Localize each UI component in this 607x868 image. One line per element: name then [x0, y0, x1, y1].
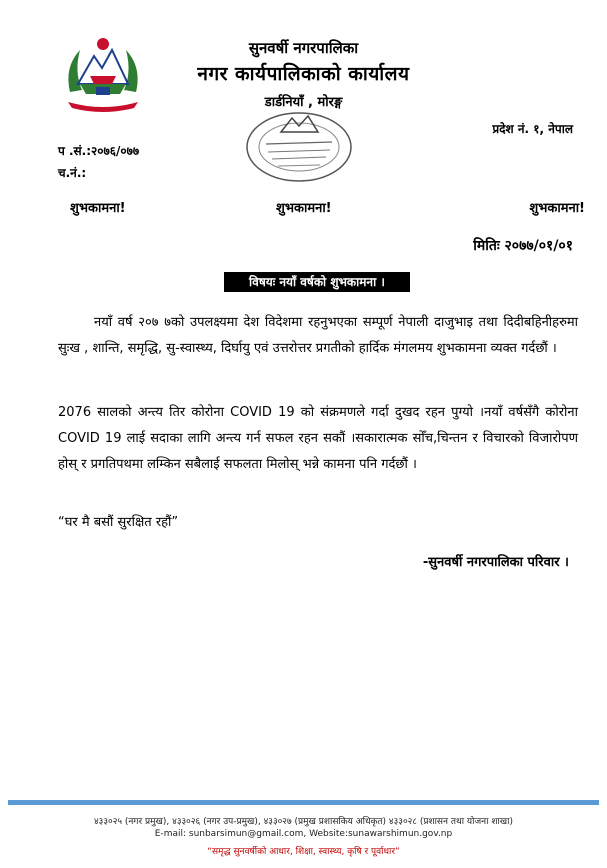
- footer-motto: “समृद्ध सुनवर्षीको आधार, शिक्षा, स्वास्थ्य, कृषि र पूर्वाधार”: [207, 847, 400, 857]
- footer-phones: ४३३०२५ (नगर प्रमुख), ४३३०२६ (नगर उप-प्रमुख), ४३३०२७ (प्रमुख प्रशासकिय अधिकृत) ४३३०२८ (प्रशासन तथा योजना शाखा): [93, 817, 514, 827]
- greeting-right: शुभकामना!: [529, 201, 585, 216]
- greeting-center: शुभकामना!: [276, 201, 332, 216]
- letter-number: प .सं.:२०७६/०७७: [58, 144, 140, 158]
- office-stamp-icon: [236, 108, 362, 186]
- dispatch-number: च.नं.:: [58, 166, 87, 180]
- province-label: प्रदेश नं. १, नेपाल: [492, 122, 573, 136]
- letter-date: मितिः २०७७/०१/०१: [473, 238, 573, 254]
- slogan: “घर मै बसौं सुरक्षित रहौं”: [58, 515, 179, 530]
- subject-line: विषयः नयाँ वर्षको शुभकामना ।: [224, 272, 410, 292]
- greeting-left: शुभकामना!: [70, 201, 126, 216]
- body-paragraph-1: नयाँ वर्ष २०७ ७को उपलक्ष्यमा देश विदेशमा रहनुभएका सम्पूर्ण नेपाली दाजुभाइ तथा दिदीबहिनीहरुमा सुःख , शान्ति, समृद्धि, सु-स्वास्थ्य, दिर्घायु एवं उत्तरोत्तर प्रगतीको हार्दिक मंगलमय शुभकामना व्यक्त गर्दछौं ।: [58, 315, 578, 356]
- body-paragraph-2: 2076 सालको अन्त्य तिर कोरोना COVID 19 को संक्रमणले गर्दा दुखद रहन पुग्यो ।नयाँ वर्षसँगै कोरोना COVID 19 लाई सदाका लागि अन्त्य गर्न सफल रहन सकौं ।सकारात्मक सोँच,चिन्तन र विचारको विजारोपण होस् र प्रगतिपथमा लम्किन सबैलाई सफलता मिलोस् भन्ने कामना पनि गर्दछौं ।: [58, 405, 578, 472]
- office-location: डार्डनियाँ , मोरङ्ग: [264, 95, 343, 110]
- footer-divider: [8, 800, 599, 805]
- office-name: नगर कार्यपालिकाको कार्यालय: [197, 63, 410, 85]
- signature: -सुनवर्षी नगरपालिका परिवार ।: [422, 555, 569, 570]
- municipality-name: सुनवर्षी नगरपालिका: [248, 39, 359, 57]
- footer-contact: E-mail: sunbarsimun@gmail.com, Website:sunawarshimun.gov.np: [154, 829, 453, 839]
